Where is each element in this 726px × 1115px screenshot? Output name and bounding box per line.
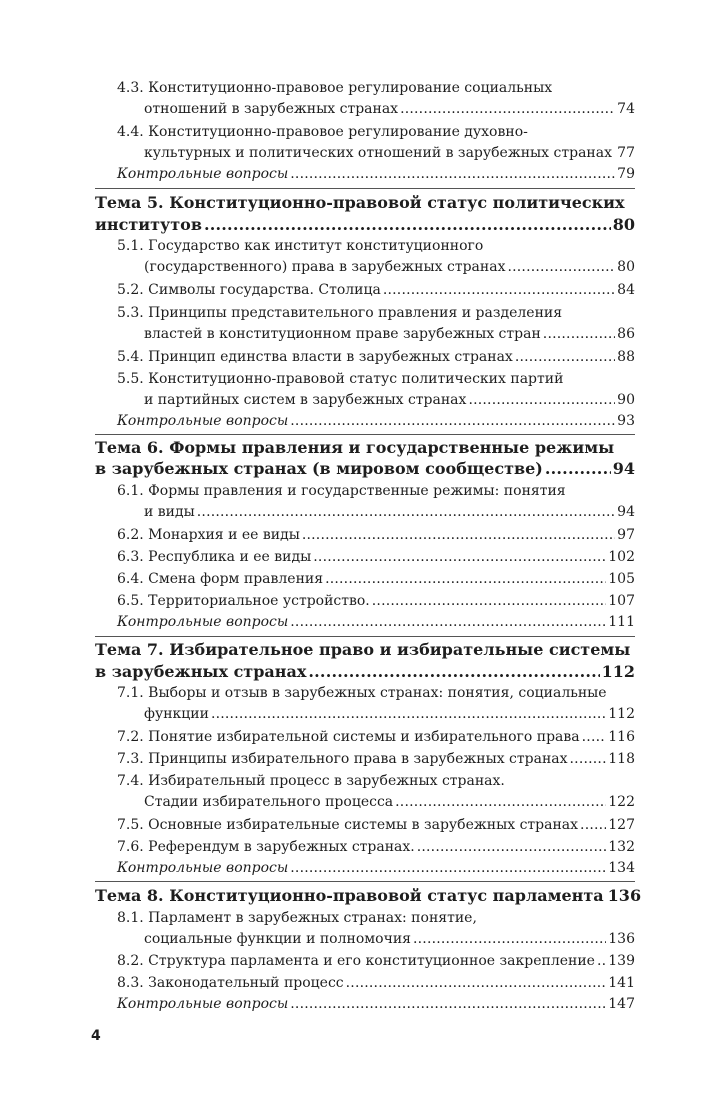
toc-entry-text: 4.3. Конституционно-правовое регулирование социальных (117, 80, 553, 96)
toc-entry-text: 8.1. Парламент в зарубежных странах: понятие, (117, 910, 477, 926)
toc-entry-text: Контрольные вопросы (117, 166, 289, 182)
dot-leader (325, 571, 606, 587)
dot-leader (290, 996, 606, 1012)
toc-entry-text: Контрольные вопросы (117, 996, 289, 1012)
toc-entry-7-1-line2 (144, 706, 635, 722)
dot-leader (197, 504, 615, 520)
dot-leader (290, 413, 615, 429)
toc-page-number: 86 (617, 326, 635, 342)
toc-entry-text: властей в конституционном праве зарубежных стран (144, 326, 541, 342)
toc-entry-text: 7.1. Выборы и отзыв в зарубежных странах: понятия, социальные (117, 685, 607, 701)
dot-leader (543, 326, 615, 342)
dot-leader (400, 101, 615, 117)
toc-entry-text: 7.6. Референдум в зарубежных странах. (117, 839, 415, 855)
toc-entry-6-1-line1 (117, 483, 635, 499)
toc-entry-6-2 (117, 527, 635, 543)
toc-control-questions-6 (117, 614, 635, 630)
toc-page-number: 112 (601, 662, 635, 681)
dot-leader (313, 549, 606, 565)
divider (95, 434, 635, 435)
toc-page-number: 111 (608, 614, 635, 630)
toc-page-number: 105 (608, 571, 635, 587)
dot-leader (545, 459, 611, 478)
toc-entry-6-1-line2 (144, 504, 635, 520)
toc-entry-7-3 (117, 751, 635, 767)
toc-control-questions-8 (117, 996, 635, 1012)
toc-control-questions-7 (117, 860, 635, 876)
toc-control-questions-4 (117, 166, 635, 182)
toc-entry-text: 5.1. Государство как институт конституционного (117, 238, 484, 254)
toc-entry-text: 7.4. Избирательный процесс в зарубежных странах. (117, 773, 505, 789)
toc-topic-text: Тема 8. Конституционно-правовой статус парламента (95, 886, 604, 905)
toc-page-number: 127 (608, 817, 635, 833)
toc-page-number: 93 (617, 413, 635, 429)
toc-entry-text: 7.3. Принципы избирательного права в зарубежных странах (117, 751, 568, 767)
dot-leader (204, 215, 611, 234)
toc-entry-6-5 (117, 593, 635, 609)
toc-entry-text: 5.5. Конституционно-правовой статус политических партий (117, 371, 564, 387)
toc-entry-4-3-line1 (117, 80, 635, 96)
toc-entry-text: функции (144, 706, 209, 722)
toc-entry-6-3 (117, 549, 635, 565)
toc-page-number: 139 (608, 953, 635, 969)
toc-entry-text: (государственного) права в зарубежных странах (144, 259, 506, 275)
dot-leader (597, 953, 606, 969)
toc-entry-text: социальные функции и полномочия (144, 931, 411, 947)
toc-entry-5-3-line1 (117, 305, 635, 321)
dot-leader (346, 975, 607, 991)
dot-leader (582, 729, 607, 745)
toc-entry-text: 8.2. Структура парламента и его конституционное закрепление (117, 953, 595, 969)
toc-topic-6-line2 (95, 459, 635, 478)
toc-entry-text: 6.3. Республика и ее виды (117, 549, 312, 565)
toc-entry-4-4-line2 (144, 145, 635, 161)
toc-topic-text: в зарубежных странах (в мировом сообществе) (95, 459, 543, 478)
toc-entry-text: отношений в зарубежных странах (144, 101, 399, 117)
dot-leader (290, 614, 606, 630)
toc-page-number: 79 (617, 166, 635, 182)
toc-page-number: 88 (617, 349, 635, 365)
toc-page-number: 136 (608, 931, 635, 947)
toc-entry-text: 5.3. Принципы представительного правления и разделения (117, 305, 563, 321)
toc-entry-5-1-line2 (144, 259, 635, 275)
divider (95, 881, 635, 882)
toc-page-number: 134 (608, 860, 635, 876)
toc-entry-5-3-line2 (144, 326, 635, 342)
toc-topic-text: Тема 5. Конституционно-правовой статус политических (95, 193, 625, 212)
toc-entry-8-1-line2 (144, 931, 635, 947)
toc-page-number: 77 (617, 145, 635, 161)
toc-page-number: 141 (608, 975, 635, 991)
toc-entry-text: 6.1. Формы правления и государственные режимы: понятия (117, 483, 566, 499)
toc-entry-7-6 (117, 839, 635, 855)
toc-entry-8-1-line1 (117, 910, 635, 926)
page-number: 4 (91, 1028, 101, 1044)
toc-page-number: 90 (617, 392, 635, 408)
dot-leader (395, 794, 606, 810)
toc-entry-8-3 (117, 975, 635, 991)
toc-topic-6-line1 (95, 438, 635, 457)
toc-entry-7-2 (117, 729, 635, 745)
toc-entry-text: Стадии избирательного процесса (144, 794, 394, 810)
toc-control-questions-5 (117, 413, 635, 429)
toc-page-number: 118 (608, 751, 635, 767)
dot-leader (580, 817, 606, 833)
toc-entry-text: и партийных систем в зарубежных странах (144, 392, 467, 408)
toc-page-number: 80 (612, 215, 635, 234)
toc-page-number: 122 (608, 794, 635, 810)
dot-leader (302, 527, 615, 543)
toc-entry-7-5 (117, 817, 635, 833)
toc-entry-text: 6.2. Монархия и ее виды (117, 527, 300, 543)
toc-topic-text: в зарубежных странах (95, 662, 307, 681)
dot-leader (417, 839, 607, 855)
toc-topic-text: Тема 7. Избирательное право и избирательные системы (95, 640, 631, 659)
toc-entry-text: 8.3. Законодательный процесс (117, 975, 344, 991)
toc-topic-5-line1 (95, 193, 635, 212)
dot-leader (308, 662, 599, 681)
dot-leader (570, 751, 607, 767)
toc-entry-5-5-line2 (144, 392, 635, 408)
toc-page-number: 80 (617, 259, 635, 275)
toc-topic-5-line2 (95, 215, 635, 234)
toc-entry-text: 7.2. Понятие избирательной системы и избирательного права (117, 729, 580, 745)
dot-leader (290, 860, 606, 876)
toc-entry-text: Контрольные вопросы (117, 614, 289, 630)
divider (95, 636, 635, 637)
toc-entry-7-4-line1 (117, 773, 635, 789)
toc-topic-7-line1 (95, 640, 635, 659)
toc-entry-text: и виды (144, 504, 195, 520)
toc-entry-text: 5.2. Символы государства. Столица (117, 282, 381, 298)
toc-topic-8 (95, 886, 642, 905)
toc-entry-text: Контрольные вопросы (117, 860, 289, 876)
toc-entry-7-4-line2 (144, 794, 635, 810)
toc-entry-5-5-line1 (117, 371, 635, 387)
dot-leader (372, 593, 607, 609)
toc-entry-text: 7.5. Основные избирательные системы в зарубежных странах (117, 817, 579, 833)
toc-page-number: 94 (617, 504, 635, 520)
toc-page-number: 107 (608, 593, 635, 609)
dot-leader (515, 349, 615, 365)
toc-entry-6-4 (117, 571, 635, 587)
toc-page-number: 94 (612, 459, 635, 478)
toc-topic-text: Тема 6. Формы правления и государственные режимы (95, 438, 615, 457)
toc-topic-7-line2 (95, 662, 635, 681)
toc-page-number: 112 (608, 706, 635, 722)
divider (95, 188, 635, 189)
toc-entry-8-2 (117, 953, 635, 969)
toc-entry-5-1-line1 (117, 238, 635, 254)
toc-entry-5-4 (117, 349, 635, 365)
toc-page-number: 84 (617, 282, 635, 298)
toc-entry-text: культурных и политических отношений в зарубежных странах (144, 145, 612, 161)
toc-entry-7-1-line1 (117, 685, 635, 701)
dot-leader (413, 931, 606, 947)
dot-leader (383, 282, 615, 298)
dot-leader (290, 166, 615, 182)
toc-page-number: 97 (617, 527, 635, 543)
toc-page-number: 102 (608, 549, 635, 565)
dot-leader (507, 259, 615, 275)
toc-page-number: 132 (608, 839, 635, 855)
toc-page-number: 74 (617, 101, 635, 117)
toc-topic-text: институтов (95, 215, 202, 234)
dot-leader (468, 392, 615, 408)
toc-entry-text: 6.5. Территориальное устройство. (117, 593, 370, 609)
toc-entry-text: 5.4. Принцип единства власти в зарубежных странах (117, 349, 513, 365)
dot-leader (211, 706, 606, 722)
dot-leader (614, 145, 615, 161)
toc-page-number: 136 (607, 886, 642, 905)
toc-entry-text: 6.4. Смена форм правления (117, 571, 324, 587)
toc-entry-4-3-line2 (144, 101, 635, 117)
toc-entry-text: 4.4. Конституционно-правовое регулирование духовно- (117, 124, 528, 140)
toc-entry-4-4-line1 (117, 124, 635, 140)
toc-entry-text: Контрольные вопросы (117, 413, 289, 429)
toc-page-number: 116 (608, 729, 635, 745)
toc-entry-5-2 (117, 282, 635, 298)
toc-page-number: 147 (608, 996, 635, 1012)
